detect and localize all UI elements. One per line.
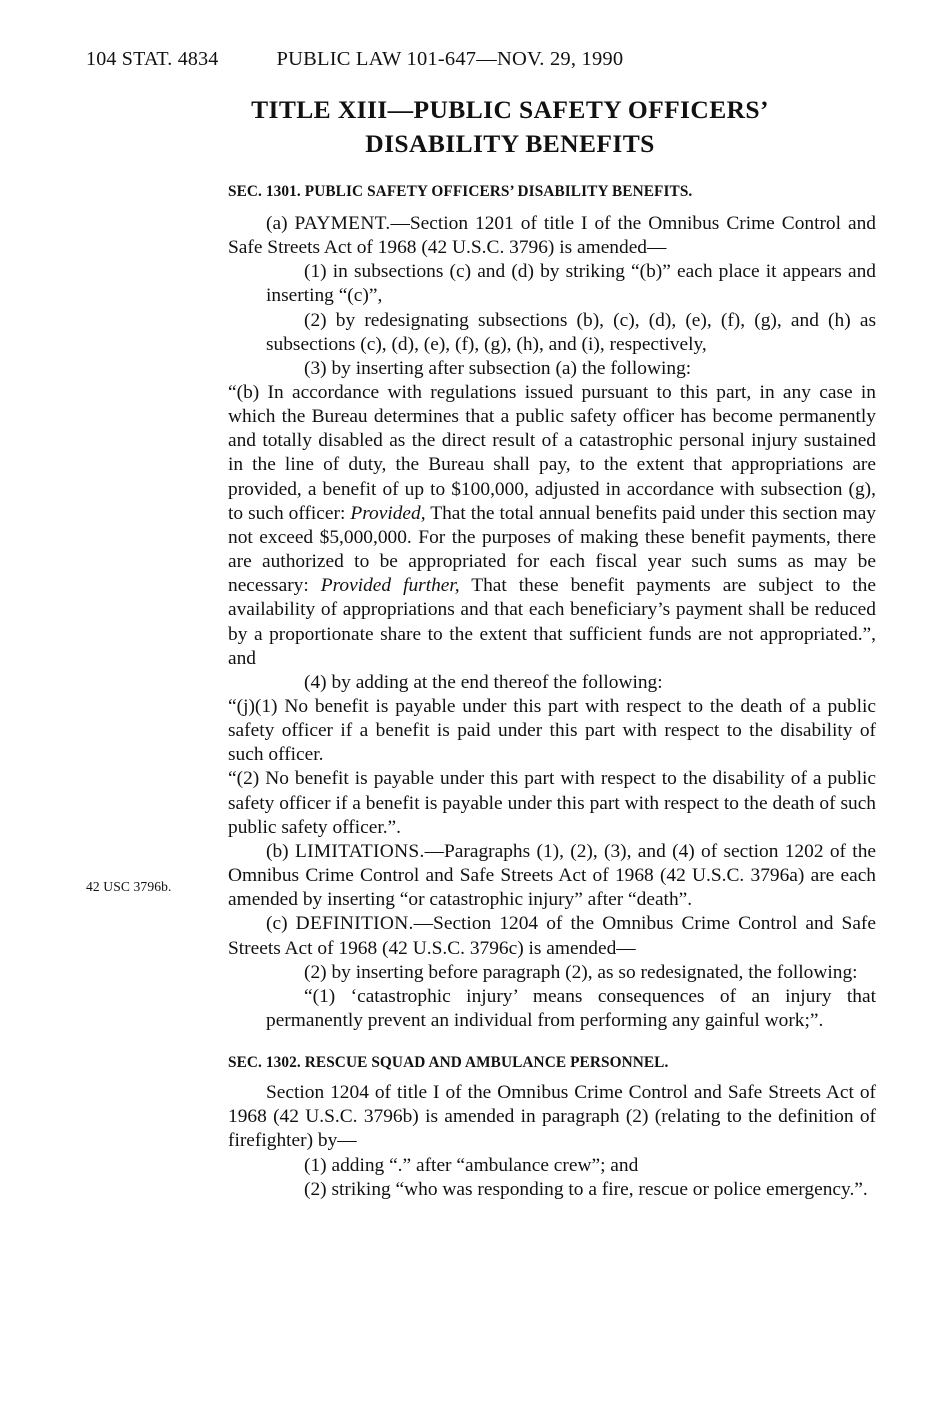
payment-text: —Section 1201 of title I of the Omnibus Crime Control and Safe Streets Act of 1968 (42 U.S.C. 3796) is amended— [228,212,876,259]
paragraph-c-1: (2) by inserting before paragraph (2), as so redesignated, the following: [304,961,858,983]
subsection-b-part-2: That the total annual benefits paid under this section may not exceed $5,000,000. For the purposes of making these benefit payments, there are authorized to be appropriated for each fiscal year such sums as may be necessary: [228,502,876,597]
paragraph-a-3: (3) by inserting after subsection (a) the following: [304,357,692,379]
subsection-b-part-1: “(b) In accordance with regulations issued pursuant to this part, in any case in which the Bureau determines that a public safety officer has become permanently and totally disabled as the direct result of a catastrophic personal injury sustained in the line of duty, the Bureau shall pay, to the extent that appropriations are provided, a benefit of up to $100,000, adjusted in accordance with subsection (g), to such officer: [228,381,876,524]
paragraph-a-payment [228,212,876,260]
body-column [228,182,876,1202]
paragraph-1302-2: (2) striking “who was responding to a fire, rescue or police emergency.”. [304,1178,868,1200]
definition-label: DEFINITION. [295,913,414,935]
provided-italic-1: Provided, [350,502,426,524]
payment-label: PAYMENT. [294,212,391,234]
paragraph-a-1: (1) in subsections (c) and (d) by striking “(b)” each place it appears and inserting “(c)”, [266,261,876,307]
title-block [230,93,790,160]
paragraph-j-2: “(2) No benefit is payable under this part with respect to the disability of a public safety officer if a benefit is payable under this part with respect to the death of such public safety officer.”. [228,768,876,838]
paragraph-b-limitations [228,840,876,912]
definition-text: —Section 1204 of the Omnibus Crime Control and Safe Streets Act of 1968 (42 U.S.C. 3796c) is amended— [228,913,876,959]
marginal-note-usc-citation: 42 USC 3796b. [86,879,172,894]
running-head [86,48,876,71]
paragraph-1302-intro: Section 1204 of title I of the Omnibus Crime Control and Safe Streets Act of 1968 (42 U.S.C. 3796b) is amended in paragraph (2) (relating to the definition of firefighter) by— [228,1082,876,1152]
limitations-label: LIMITATIONS. [294,840,425,862]
paragraph-1302-1: (1) adding “.” after “ambulance crew”; and [304,1154,639,1176]
subsection-b-part-3: That these benefit payments are subject to the availability of appropriations and that each beneficiary’s payment shall be reduced by a proportionate share to the extent that sufficient funds are not appropriated.”, and [228,575,876,669]
paragraph-j-1: “(j)(1) No benefit is payable under this part with respect to the death of a public safety officer if a benefit is paid under this part with respect to the disability of such officer. [228,696,876,766]
paragraph-subsection-b [228,381,876,671]
paragraph-a-4: (4) by adding at the end thereof the following: [304,671,663,693]
paragraph-c-2: “(1) ‘catastrophic injury’ means consequences of an injury that permanently prevent an individual from performing any gainful work;”. [266,985,876,1032]
limitations-text: —Paragraphs (1), (2), (3), and (4) of section 1202 of the Omnibus Crime Control and Safe Streets Act of 1968 (42 U.S.C. 3796a) are each amended by inserting “or catastrophic injury” after “death”. [228,840,876,911]
section-heading-1301: SEC. 1301. PUBLIC SAFETY OFFICERS’ DISABILITY BENEFITS. [228,183,693,200]
title-line-1: TITLE XIII—PUBLIC SAFETY OFFICERS’ [251,95,769,124]
statute-number: 104 STAT. 4834 [86,48,219,70]
subsection-c-marker: (c) [266,913,296,935]
paragraph-c-definition [228,912,876,960]
title-line-2: DISABILITY BENEFITS [365,128,655,158]
public-law-title: PUBLIC LAW 101-647—NOV. 29, 1990 [276,48,624,70]
provided-further-italic: Provided further, [320,575,460,597]
paragraph-a-2: (2) by redesignating subsections (b), (c), (d), (e), (f), (g), and (h) as subsections (c), (d), (e), (f), (g), (h), and (i), respectively, [266,309,876,355]
subsection-b-marker: (b) [266,840,295,862]
section-heading-1302: SEC. 1302. RESCUE SQUAD AND AMBULANCE PERSONNEL. [228,1054,669,1072]
subsection-a-marker: (a) [266,212,295,234]
